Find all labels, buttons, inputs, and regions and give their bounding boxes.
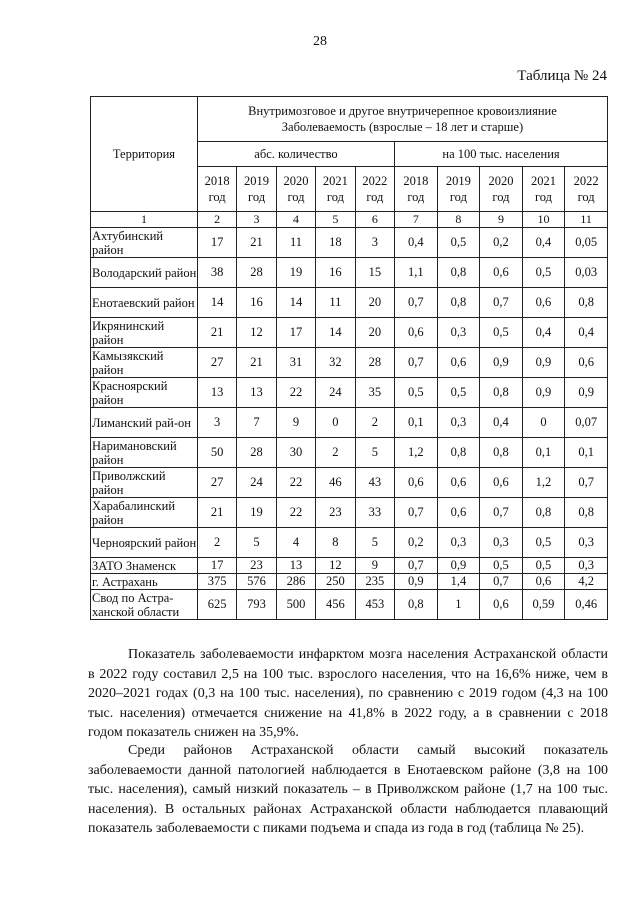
value-cell: 13 [237, 378, 276, 408]
territory-name-cell: ЗАТО Знаменск [91, 558, 198, 574]
year-header-cell: 2022 год [355, 167, 394, 212]
value-cell: 0,5 [522, 258, 565, 288]
value-cell: 250 [316, 574, 355, 590]
value-cell: 0 [522, 408, 565, 438]
value-cell: 35 [355, 378, 394, 408]
value-cell: 0,7 [480, 498, 523, 528]
value-cell: 4,2 [565, 574, 608, 590]
value-cell: 0,5 [522, 558, 565, 574]
value-cell: 24 [316, 378, 355, 408]
value-cell: 0,9 [522, 348, 565, 378]
value-cell: 0,07 [565, 408, 608, 438]
year-header-cell: 2018 год [197, 167, 236, 212]
value-cell: 19 [276, 258, 315, 288]
value-cell: 0,3 [437, 318, 480, 348]
value-cell: 0,03 [565, 258, 608, 288]
year-header-cell: 2022 год [565, 167, 608, 212]
year-header-cell: 2019 год [437, 167, 480, 212]
territory-name-cell: Приволжский район [91, 468, 198, 498]
table-body [91, 228, 608, 620]
header-abs: абс. количество [197, 142, 394, 167]
value-cell: 20 [355, 318, 394, 348]
value-cell: 27 [197, 468, 236, 498]
table-row [91, 574, 608, 590]
value-cell: 0,5 [480, 558, 523, 574]
value-cell: 2 [355, 408, 394, 438]
value-cell: 17 [197, 228, 236, 258]
column-number-cell: 2 [197, 212, 236, 228]
table-row [91, 348, 608, 378]
value-cell: 286 [276, 574, 315, 590]
value-cell: 0,7 [565, 468, 608, 498]
table-row [91, 528, 608, 558]
header-rate: на 100 тыс. населения [395, 142, 608, 167]
header-main-line1: Внутримозговое и другое внутричерепное кровоизлияние [248, 104, 557, 118]
value-cell: 46 [316, 468, 355, 498]
value-cell: 16 [237, 288, 276, 318]
value-cell: 31 [276, 348, 315, 378]
value-cell: 0,3 [437, 408, 480, 438]
header-main-line2: Заболеваемость (взрослые – 18 лет и старше) [281, 120, 524, 134]
value-cell: 1 [437, 590, 480, 620]
table-row [91, 228, 608, 258]
value-cell: 0,4 [565, 318, 608, 348]
value-cell: 22 [276, 378, 315, 408]
paragraph-infarction: Показатель заболеваемости инфарктом мозга населения Астраханской области в 2022 году составил 2,5 на 100 тыс. взрослого населения, что на 16,6% ниже, чем в 2020–2021 годах (0,3 на 100 тыс. населения), по сравнению с 2019 годом (4,3 на 100 тыс. населения) отмечается снижение на 41,8% в 2022 году, а в сравнении с 2018 годом показатель снижен на 35,9%. [88, 647, 608, 740]
value-cell: 0,46 [565, 590, 608, 620]
value-cell: 0,3 [437, 528, 480, 558]
territory-name-cell: Харабалинский район [91, 498, 198, 528]
value-cell: 576 [237, 574, 276, 590]
territory-name-cell: Володарский район [91, 258, 198, 288]
value-cell: 0,4 [522, 318, 565, 348]
value-cell: 22 [276, 468, 315, 498]
value-cell: 28 [237, 438, 276, 468]
value-cell: 14 [197, 288, 236, 318]
value-cell: 50 [197, 438, 236, 468]
value-cell: 793 [237, 590, 276, 620]
value-cell: 0,2 [480, 228, 523, 258]
value-cell: 0,8 [437, 258, 480, 288]
value-cell: 0,5 [522, 528, 565, 558]
column-number-cell: 1 [91, 212, 198, 228]
value-cell: 0,9 [522, 378, 565, 408]
value-cell: 0,9 [565, 378, 608, 408]
value-cell: 0,8 [565, 288, 608, 318]
value-cell: 21 [237, 348, 276, 378]
column-number-cell: 5 [316, 212, 355, 228]
value-cell: 22 [276, 498, 315, 528]
value-cell: 4 [276, 528, 315, 558]
territory-name-cell: Красноярский район [91, 378, 198, 408]
value-cell: 0,5 [437, 228, 480, 258]
value-cell: 0,6 [437, 348, 480, 378]
value-cell: 11 [316, 288, 355, 318]
value-cell: 12 [316, 558, 355, 574]
value-cell: 8 [316, 528, 355, 558]
value-cell: 2 [316, 438, 355, 468]
value-cell: 0,6 [480, 258, 523, 288]
territory-name-cell: Ахтубинский район [91, 228, 198, 258]
table-row [91, 378, 608, 408]
value-cell: 0,7 [480, 288, 523, 318]
value-cell: 456 [316, 590, 355, 620]
value-cell: 9 [276, 408, 315, 438]
value-cell: 32 [316, 348, 355, 378]
table-row [91, 258, 608, 288]
value-cell: 1,1 [395, 258, 438, 288]
value-cell: 0,8 [480, 438, 523, 468]
value-cell: 28 [237, 258, 276, 288]
value-cell: 33 [355, 498, 394, 528]
territory-name-cell: Свод по Астра-ханской области [91, 590, 198, 620]
year-header-cell: 2021 год [522, 167, 565, 212]
column-number-cell: 10 [522, 212, 565, 228]
value-cell: 19 [237, 498, 276, 528]
territory-name-cell: Енотаевский район [91, 288, 198, 318]
value-cell: 0,7 [395, 288, 438, 318]
value-cell: 43 [355, 468, 394, 498]
column-number-row [91, 212, 608, 228]
value-cell: 24 [237, 468, 276, 498]
table-row [91, 498, 608, 528]
value-cell: 0,4 [522, 228, 565, 258]
value-cell: 0,2 [395, 528, 438, 558]
value-cell: 0,6 [565, 348, 608, 378]
value-cell: 0,1 [395, 408, 438, 438]
value-cell: 0,6 [395, 468, 438, 498]
value-cell: 0,6 [395, 318, 438, 348]
value-cell: 625 [197, 590, 236, 620]
column-number-cell: 6 [355, 212, 394, 228]
value-cell: 0,8 [522, 498, 565, 528]
column-number-cell: 3 [237, 212, 276, 228]
year-header-cell: 2020 год [276, 167, 315, 212]
value-cell: 0,05 [565, 228, 608, 258]
value-cell: 21 [197, 318, 236, 348]
column-number-cell: 8 [437, 212, 480, 228]
territory-name-cell: Лиманский рай-он [91, 408, 198, 438]
value-cell: 28 [355, 348, 394, 378]
value-cell: 0 [316, 408, 355, 438]
value-cell: 17 [197, 558, 236, 574]
value-cell: 0,6 [522, 574, 565, 590]
value-cell: 13 [197, 378, 236, 408]
value-cell: 0,6 [437, 468, 480, 498]
value-cell: 2 [197, 528, 236, 558]
value-cell: 23 [237, 558, 276, 574]
value-cell: 0,5 [437, 378, 480, 408]
value-cell: 14 [316, 318, 355, 348]
value-cell: 9 [355, 558, 394, 574]
value-cell: 0,9 [480, 348, 523, 378]
table-row [91, 438, 608, 468]
value-cell: 38 [197, 258, 236, 288]
header-main [197, 97, 607, 142]
table-row [91, 408, 608, 438]
value-cell: 12 [237, 318, 276, 348]
value-cell: 0,1 [522, 438, 565, 468]
value-cell: 11 [276, 228, 315, 258]
column-number-cell: 9 [480, 212, 523, 228]
value-cell: 23 [316, 498, 355, 528]
value-cell: 5 [237, 528, 276, 558]
value-cell: 13 [276, 558, 315, 574]
value-cell: 235 [355, 574, 394, 590]
morbidity-table [90, 96, 608, 620]
value-cell: 0,9 [395, 574, 438, 590]
column-number-cell: 4 [276, 212, 315, 228]
value-cell: 0,3 [565, 528, 608, 558]
value-cell: 0,7 [480, 574, 523, 590]
value-cell: 0,8 [480, 378, 523, 408]
value-cell: 16 [316, 258, 355, 288]
value-cell: 0,7 [395, 498, 438, 528]
value-cell: 3 [197, 408, 236, 438]
value-cell: 0,1 [565, 438, 608, 468]
value-cell: 0,5 [395, 378, 438, 408]
territory-name-cell: Икрянинский район [91, 318, 198, 348]
value-cell: 21 [197, 498, 236, 528]
territory-name-cell: г. Астрахань [91, 574, 198, 590]
paragraph-districts: Среди районов Астраханской области самый высокий показатель заболеваемости данной патологией наблюдается в Енотаевском районе (3,8 на 100 тыс. населения), самый низкий показатель – в Приволжском районе (1,7 на 100 тыс. населения). В остальных районах Астраханской области наблюдается плавающий показатель заболеваемости с пиками подъема и спада из года в год (таблица № 25). [88, 743, 608, 836]
value-cell: 1,2 [522, 468, 565, 498]
value-cell: 14 [276, 288, 315, 318]
value-cell: 0,6 [437, 498, 480, 528]
year-header-cell: 2020 год [480, 167, 523, 212]
value-cell: 0,3 [480, 528, 523, 558]
value-cell: 0,59 [522, 590, 565, 620]
value-cell: 0,8 [437, 438, 480, 468]
page-number: 28 [313, 34, 327, 49]
value-cell: 18 [316, 228, 355, 258]
year-header-cell: 2019 год [237, 167, 276, 212]
value-cell: 21 [237, 228, 276, 258]
year-header-cell: 2018 год [395, 167, 438, 212]
value-cell: 1,2 [395, 438, 438, 468]
value-cell: 375 [197, 574, 236, 590]
table-row [91, 318, 608, 348]
value-cell: 5 [355, 528, 394, 558]
value-cell: 500 [276, 590, 315, 620]
value-cell: 0,4 [395, 228, 438, 258]
value-cell: 453 [355, 590, 394, 620]
table-row [91, 468, 608, 498]
table-caption: Таблица № 24 [517, 68, 607, 84]
value-cell: 0,8 [437, 288, 480, 318]
territory-name-cell: Камызякский район [91, 348, 198, 378]
value-cell: 0,9 [437, 558, 480, 574]
value-cell: 0,6 [480, 468, 523, 498]
value-cell: 20 [355, 288, 394, 318]
table-row [91, 558, 608, 574]
value-cell: 0,3 [565, 558, 608, 574]
value-cell: 30 [276, 438, 315, 468]
value-cell: 0,6 [522, 288, 565, 318]
value-cell: 3 [355, 228, 394, 258]
value-cell: 27 [197, 348, 236, 378]
table-row [91, 590, 608, 620]
value-cell: 5 [355, 438, 394, 468]
value-cell: 0,7 [395, 348, 438, 378]
value-cell: 0,6 [480, 590, 523, 620]
column-number-cell: 7 [395, 212, 438, 228]
header-territory: Территория [91, 97, 198, 212]
value-cell: 17 [276, 318, 315, 348]
value-cell: 15 [355, 258, 394, 288]
value-cell: 0,4 [480, 408, 523, 438]
value-cell: 0,8 [395, 590, 438, 620]
value-cell: 7 [237, 408, 276, 438]
value-cell: 0,8 [565, 498, 608, 528]
territory-name-cell: Черноярский район [91, 528, 198, 558]
value-cell: 0,7 [395, 558, 438, 574]
column-number-cell: 11 [565, 212, 608, 228]
value-cell: 1,4 [437, 574, 480, 590]
year-header-cell: 2021 год [316, 167, 355, 212]
value-cell: 0,5 [480, 318, 523, 348]
territory-name-cell: Наримановский район [91, 438, 198, 468]
table-row [91, 288, 608, 318]
